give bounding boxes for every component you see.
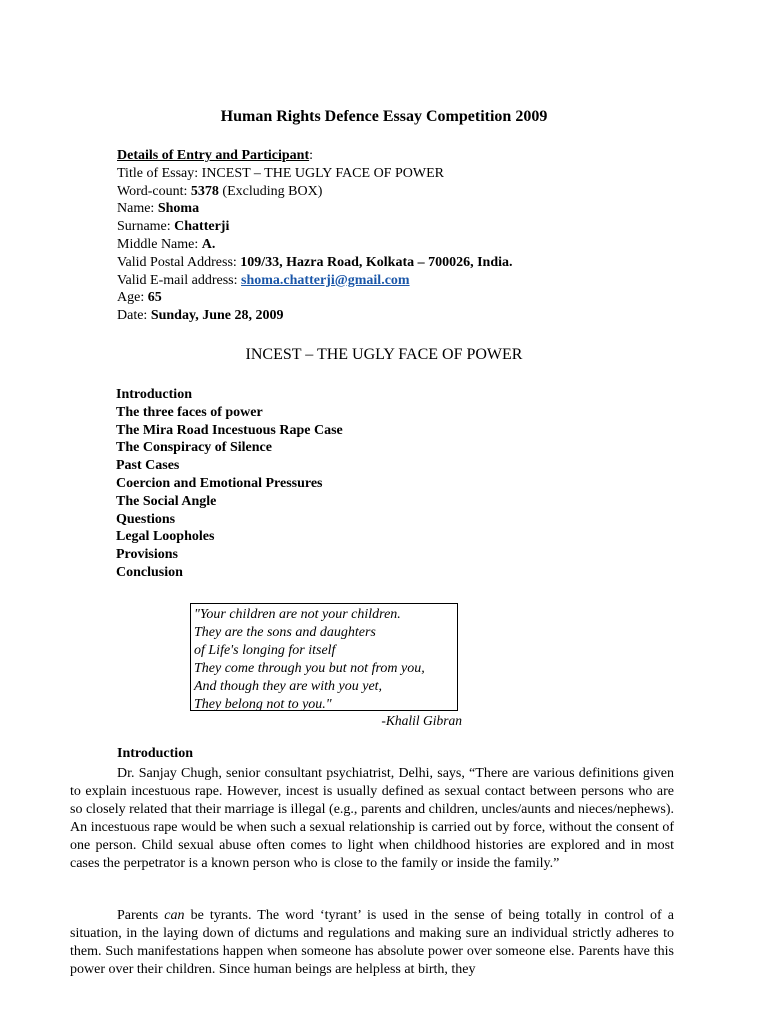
email-field bbox=[117, 272, 513, 290]
details-heading-colon: : bbox=[309, 148, 313, 163]
postal-address-field bbox=[117, 254, 513, 272]
details-heading: Details of Entry and Participant bbox=[117, 148, 310, 163]
toc-item: Questions bbox=[116, 511, 176, 527]
field-suffix: (Excluding BOX) bbox=[218, 183, 323, 199]
quote-line: They are the sons and daughters bbox=[194, 625, 376, 640]
toc-item: The Conspiracy of Silence bbox=[116, 440, 272, 456]
field-label: Date: bbox=[117, 308, 151, 324]
essay-heading: INCEST – THE UGLY FACE OF POWER bbox=[245, 346, 523, 363]
toc-item: The Mira Road Incestuous Rape Case bbox=[116, 422, 343, 438]
quote-line: They belong not to you." bbox=[194, 697, 332, 712]
field-value: Shoma bbox=[157, 201, 200, 217]
field-label: Title of Essay: bbox=[117, 165, 202, 181]
field-label: Word-count: bbox=[117, 183, 191, 199]
toc-item: The three faces of power bbox=[116, 404, 263, 420]
paragraph-text-start: Parents bbox=[117, 908, 165, 923]
tyrant-paragraph bbox=[70, 907, 674, 979]
field-value: 65 bbox=[147, 290, 162, 306]
toc-item: The Social Angle bbox=[116, 493, 217, 509]
field-value: 109/33, Hazra Road, Kolkata – 700026, India. bbox=[240, 254, 513, 270]
table-of-contents bbox=[116, 386, 343, 582]
field-value: 5378 bbox=[190, 183, 219, 199]
paragraph-emphasis: can bbox=[164, 908, 185, 923]
word-count-field bbox=[117, 183, 513, 201]
field-value: INCEST – THE UGLY FACE OF POWER bbox=[201, 165, 444, 181]
toc-item: Conclusion bbox=[116, 564, 183, 580]
introduction-paragraph bbox=[70, 765, 674, 874]
paragraph-text-rest: be tyrants. The word ‘tyrant’ is used in the sense of being totally in control of a situation, in the laying down of dictums and regulations and making sure an individual strictly adheres to them. Such manifestations happen when someone has absolute power over someone else. Parents have this power over their children. Since human beings are helpless at birth, they bbox=[70, 908, 675, 978]
age-field bbox=[117, 289, 513, 307]
field-label: Surname: bbox=[117, 219, 175, 235]
essay-title-field bbox=[117, 165, 513, 183]
email-link[interactable]: shoma.chatterji@gmail.com bbox=[241, 272, 410, 288]
field-value: A. bbox=[201, 236, 216, 252]
field-label: Age: bbox=[117, 290, 148, 306]
details-heading-line bbox=[117, 147, 513, 165]
name-field bbox=[117, 200, 513, 218]
section-heading-introduction: Introduction bbox=[117, 746, 193, 761]
competition-title: Human Rights Defence Essay Competition 2009 bbox=[220, 108, 548, 125]
quote-box bbox=[190, 603, 458, 711]
date-field bbox=[117, 307, 513, 325]
field-label: Valid E-mail address: bbox=[117, 272, 242, 288]
entry-details bbox=[117, 147, 513, 325]
toc-item: Coercion and Emotional Pressures bbox=[116, 475, 323, 491]
quote-line: They come through you but not from you, bbox=[194, 661, 425, 676]
toc-item: Introduction bbox=[116, 387, 192, 402]
quote-line: And though they are with you yet, bbox=[194, 679, 383, 694]
field-label: Valid Postal Address: bbox=[117, 254, 241, 270]
quote-author: -Khalil Gibran bbox=[381, 713, 462, 728]
field-label: Middle Name: bbox=[117, 236, 202, 252]
field-label: Name: bbox=[117, 201, 158, 217]
quote-line: "Your children are not your children. bbox=[194, 607, 401, 622]
toc-item: Legal Loopholes bbox=[116, 529, 215, 545]
middle-name-field bbox=[117, 236, 513, 254]
toc-item: Provisions bbox=[116, 547, 178, 563]
paragraph-text: Dr. Sanjay Chugh, senior consultant psychiatrist, Delhi, says, “There are various definitions given to explain incestuous rape. However, incest is usually defined as sexual contact between persons who are so closely related that their marriage is illegal (e.g., parents and children, uncles/aunts and nieces/nephews). An incestuous rape would be when such a sexual relationship is carried out by force, without the consent of one person. Child sexual abuse often comes to light when childhood histories are explored and in most cases the perpetrator is a known person who is close to the family or inside the family.” bbox=[70, 766, 674, 872]
surname-field bbox=[117, 218, 513, 236]
field-value: Sunday, June 28, 2009 bbox=[150, 308, 284, 324]
toc-item: Past Cases bbox=[116, 458, 180, 474]
field-value: Chatterji bbox=[174, 219, 230, 235]
quote-line: of Life's longing for itself bbox=[194, 643, 336, 658]
